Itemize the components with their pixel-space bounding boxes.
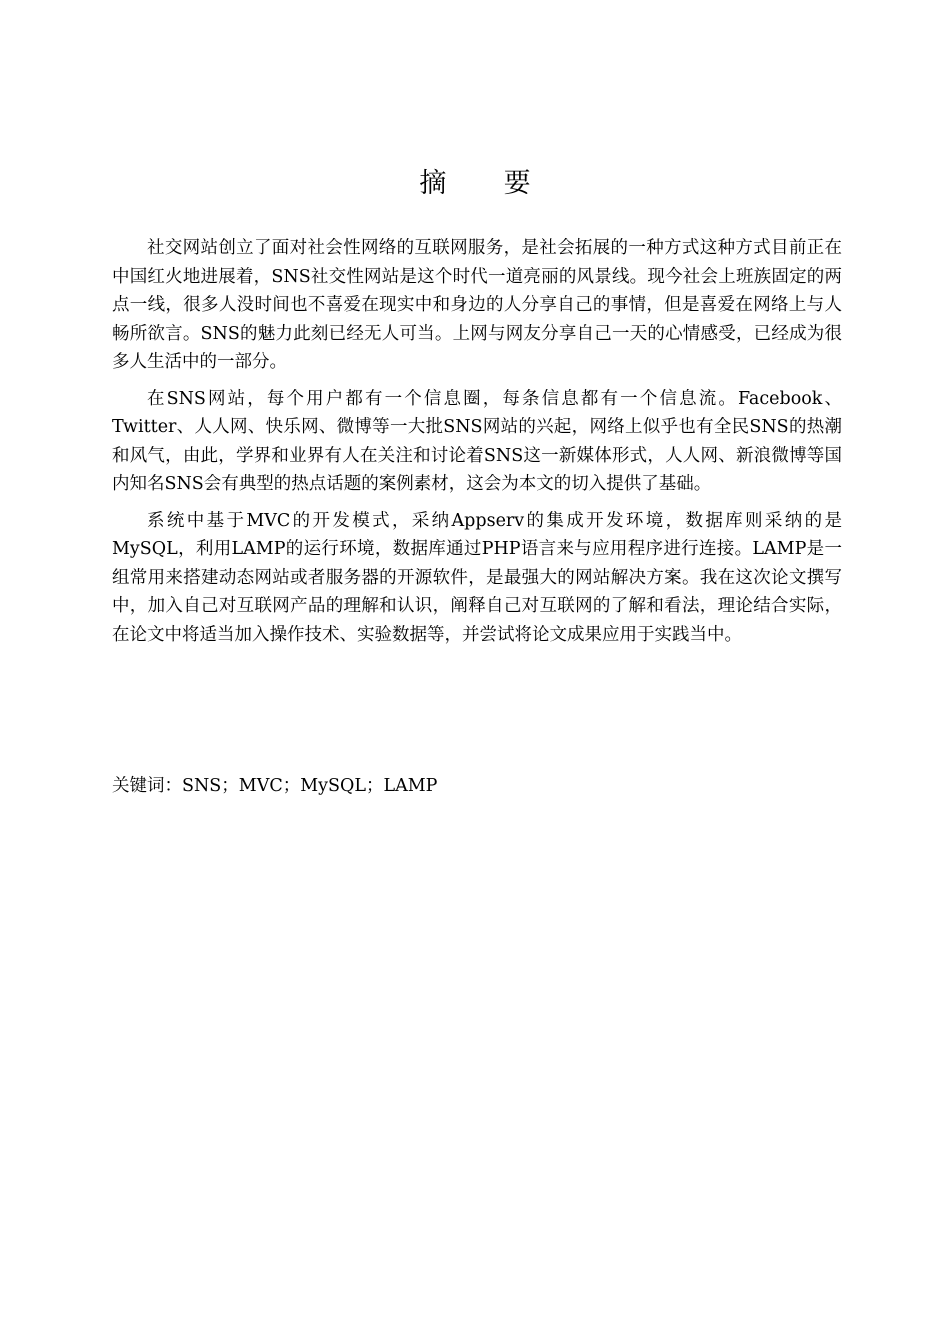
abstract-paragraph-1: 社交网站创立了面对社会性网络的互联网服务，是社会拓展的一种方式这种方式目前正在中国红火地进展着，SNS社交性网站是这个时代一道亮丽的风景线。现今社会上班族固定的两点一线，很多人没时间也不喜爱在现实中和身边的人分享自己的事情，但是喜爱在网络上与人畅所欲言。SNS的魅力此刻已经无人可当。上网与网友分享自己一天的心情感受，已经成为很多人生活中的一部分。: [112, 238, 842, 372]
abstract-title: 摘 要: [419, 168, 555, 199]
abstract-paragraph-2: 在SNS网站，每个用户都有一个信息圈，每条信息都有一个信息流。Facebook、Twitter、人人网、快乐网、微博等一大批SNS网站的兴起，网络上似乎也有全民SNS的热潮和风气，由此，学界和业界有人在关注和讨论着SNS这一新媒体形式，人人网、新浪微博等国内知名SNS会有典型的热点话题的案例素材，这会为本文的切入提供了基础。: [112, 388, 842, 494]
abstract-paragraph-3: 系统中基于MVC的开发模式，采纳Appserv的集成开发环境，数据库则采纳的是MySQL，利用LAMP的运行环境，数据库通过PHP语言来与应用程序进行连接。LAMP是一组常用来搭建动态网站或者服务器的开源软件，是最强大的网站解决方案。我在这次论文撰写中，加入自己对互联网产品的理解和认识，阐释自己对互联网的了解和看法，理论结合实际，在论文中将适当加入操作技术、实验数据等，并尝试将论文成果应用于实践当中。: [112, 510, 842, 645]
abstract-body: [112, 234, 842, 657]
keywords-line: 关键词：SNS；MVC；MySQL；LAMP: [112, 776, 438, 796]
